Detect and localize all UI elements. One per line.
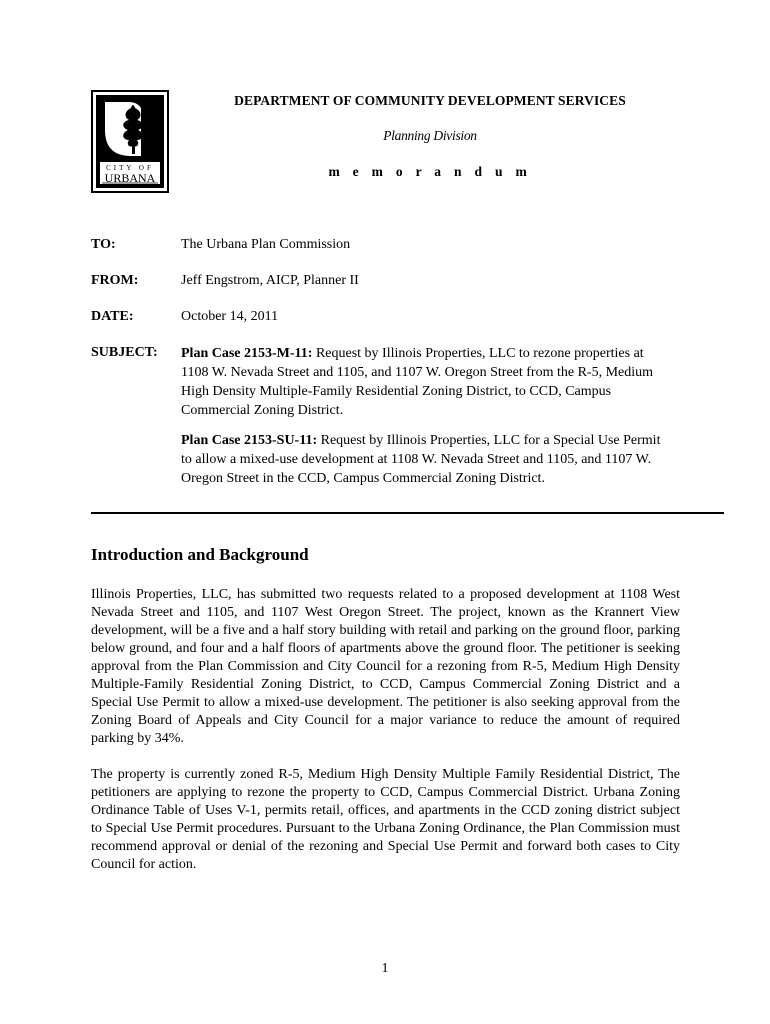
subject-1-case: Plan Case 2153-M-11: <box>181 346 313 361</box>
paragraph-1: Illinois Properties, LLC, has submitted two requests related to a proposed development at 1108 West Nevada Street and 1105, and 1107 West Oregon Street. The project, known as the Krannert View development, will be a five and a half story building with retail and parking on the ground floor, parking below ground, and four and a half floors of apartments above the ground floor. The petitioner is seeking approval from the Plan Commission and City Council for a rezoning from R-5, Medium High Density Multiple-Family Residential Zoning District, to CCD, Campus Commercial Zoning District and a Special Use Permit to allow a mixed-use development. The petitioner is also seeking approval from the Zoning Board of Appeals and City Council for a major variance to reduce the amount of required parking by 34%. <box>91 587 680 746</box>
from-label: FROM: <box>91 273 139 288</box>
paragraph-2: The property is currently zoned R-5, Medium High Density Multiple Family Residential District, The petitioners are applying to rezone the property to CCD, Campus Commercial District. Urbana Zoning Ordinance Table of Uses V-1, permits retail, offices, and apartments in the CCD zoning district subject to Special Use Permit procedures. Pursuant to the Urbana Zoning Ordinance, the Plan Commission must recommend approval or denial of the rezoning and Special Use Permit and forward both cases to City Council for action. <box>91 767 680 872</box>
subject-1-text: Request by Illinois Properties, LLC to rezone properties at 1108 W. Nevada Street and 1105, and 1107 W. Oregon Street from the R-5, Medium High Density Multiple-Family Residential Zoning District, to CCD, Campus Commercial Zoning District. <box>181 346 654 418</box>
date-value: October 14, 2011 <box>181 309 279 324</box>
logo-text-top: CITY OF <box>106 164 154 172</box>
to-value: The Urbana Plan Commission <box>181 237 351 252</box>
subject-2-case: Plan Case 2153-SU-11: <box>181 433 318 448</box>
department-title: DEPARTMENT OF COMMUNITY DEVELOPMENT SERVICES <box>234 93 626 108</box>
to-label: TO: <box>91 237 116 252</box>
subject-item-1 <box>181 344 671 420</box>
city-of-urbana-logo <box>91 90 169 193</box>
oak-leaf-icon <box>91 90 169 193</box>
division-name: Planning Division <box>383 128 477 143</box>
subject-item-2 <box>181 431 671 488</box>
memo-type: m e m o r a n d u m <box>328 164 532 179</box>
section-heading: Introduction and Background <box>91 545 309 564</box>
date-label: DATE: <box>91 309 134 324</box>
page-number: 1 <box>381 961 389 976</box>
from-value: Jeff Engstrom, AICP, Planner II <box>181 273 359 288</box>
logo-text-bottom: URBANA <box>104 171 156 185</box>
subject-2-text: Request by Illinois Properties, LLC for a Special Use Permit to allow a mixed-use development at 1108 W. Nevada Street and 1105, and 1107 W. Oregon Street in the CCD, Campus Commercial Zoning District. <box>181 433 661 486</box>
horizontal-divider <box>91 512 724 514</box>
subject-label: SUBJECT: <box>91 345 158 360</box>
